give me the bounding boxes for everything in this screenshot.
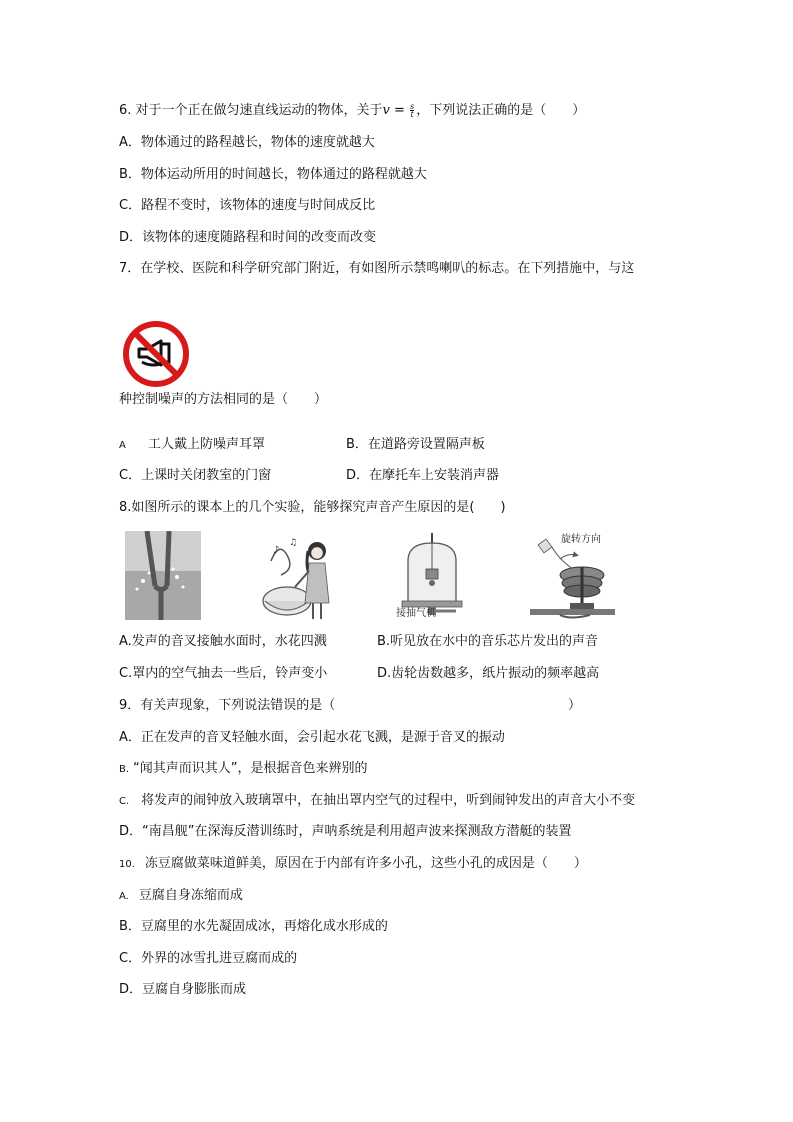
q9-option-b: [119, 760, 368, 779]
q10-option-a: [119, 887, 243, 906]
q7-option-a-label: A: [119, 440, 126, 451]
q10-option-b: B．豆腐里的水先凝固成冰，再熔化成水形成的: [119, 919, 388, 934]
q8-option-a: A.发声的音叉接触水面时，水花四溅: [119, 634, 327, 649]
svg-text:♪: ♪: [273, 545, 280, 556]
q7-option-c: C．上课时关闭教室的门窗: [119, 468, 272, 483]
q10-stem: [119, 855, 587, 874]
q7-stem: 7．在学校、医院和科学研究部门附近，有如图所示禁鸣喇叭的标志。在下列措施中，与这: [119, 261, 635, 276]
pump-label: 接抽气机: [396, 608, 436, 619]
q9-option-d: D．“南昌舰”在深海反潜训练时，声呐系统是利用超声波来探测敌方潜艇的装置: [119, 824, 572, 839]
q8-option-c: C.罩内的空气抽去一些后，铃声变小: [119, 666, 328, 681]
q6-formula-eq: =: [389, 103, 410, 118]
q6-option-d: D．该物体的速度随路程和时间的改变而改变: [119, 230, 377, 245]
q9-option-c-text: 将发声的闹钟放入玻璃罩中，在抽出罩内空气的过程中，听到闹钟发出的声音大小不变: [141, 793, 636, 808]
q6-stem-post: ，下列说法正确的是（ ）: [416, 103, 586, 118]
q7-option-b: B．在道路旁设置隔声板: [346, 437, 485, 452]
q9-option-c: [119, 792, 635, 811]
q7-option-a: [119, 436, 265, 455]
q6-option-a: A．物体通过的路程越长，物体的速度就越大: [119, 135, 375, 150]
q7-option-a-text: 工人戴上防噪声耳罩: [147, 437, 265, 452]
q6-formula-fraction: [410, 103, 414, 118]
q10-option-d: D．豆腐自身膨胀而成: [119, 982, 247, 997]
q9-option-b-label: B.: [119, 764, 130, 775]
q6-option-b: B．物体运动所用的时间越长，物体通过的路程就越大: [119, 167, 427, 182]
q6-option-c: C．路程不变时，该物体的速度与时间成反比: [119, 198, 376, 213]
q8-stem: 8.如图所示的课本上的几个实验，能够探究声音产生原因的是( ): [119, 500, 506, 515]
girl-listening-figure: [259, 531, 339, 620]
q9-stem: 9．有关声现象，下列说法错误的是（: [119, 698, 336, 713]
no-horn-sign-icon: [122, 320, 190, 388]
q10-option-a-text: 豆腐自身冻缩而成: [138, 888, 243, 903]
q10-stem-label: 10.: [119, 859, 135, 870]
q10-stem-text: 冻豆腐做菜味道鲜美，原因在于内部有许多小孔，这些小孔的成因是（ ）: [144, 856, 587, 871]
q10-option-a-label: A.: [119, 891, 129, 902]
q6-formula-numerator: s: [410, 102, 415, 111]
q8-option-b: B.听见放在水中的音乐芯片发出的声音: [377, 634, 599, 649]
q7-stem-continued: 种控制噪声的方法相同的是（ ）: [119, 392, 328, 407]
rotation-direction-label: 旋转方向: [561, 534, 601, 545]
svg-text:♫: ♫: [289, 538, 298, 548]
q9-option-a: A．正在发声的音叉轻触水面，会引起水花飞溅，是源于音叉的振动: [119, 730, 505, 745]
q9-option-c-label: C.: [119, 796, 130, 807]
tuning-fork-water-figure: [125, 531, 201, 620]
q6-formula-v: v: [382, 103, 390, 118]
q7-option-d: D．在摩托车上安装消声器: [346, 468, 500, 483]
q10-option-c: C．外界的冰雪扎进豆腐而成的: [119, 951, 298, 966]
q6-stem: [119, 102, 585, 120]
q8-option-d: D.齿轮齿数越多，纸片振动的频率越高: [377, 666, 600, 681]
q9-stem-close: ）: [568, 698, 582, 713]
q9-option-b-text: “闻其声而识其人”，是根据音色来辨别的: [133, 761, 368, 776]
q6-stem-pre: 6. 对于一个正在做匀速直线运动的物体，关于: [119, 103, 383, 118]
q6-formula-denominator: t: [410, 110, 414, 119]
